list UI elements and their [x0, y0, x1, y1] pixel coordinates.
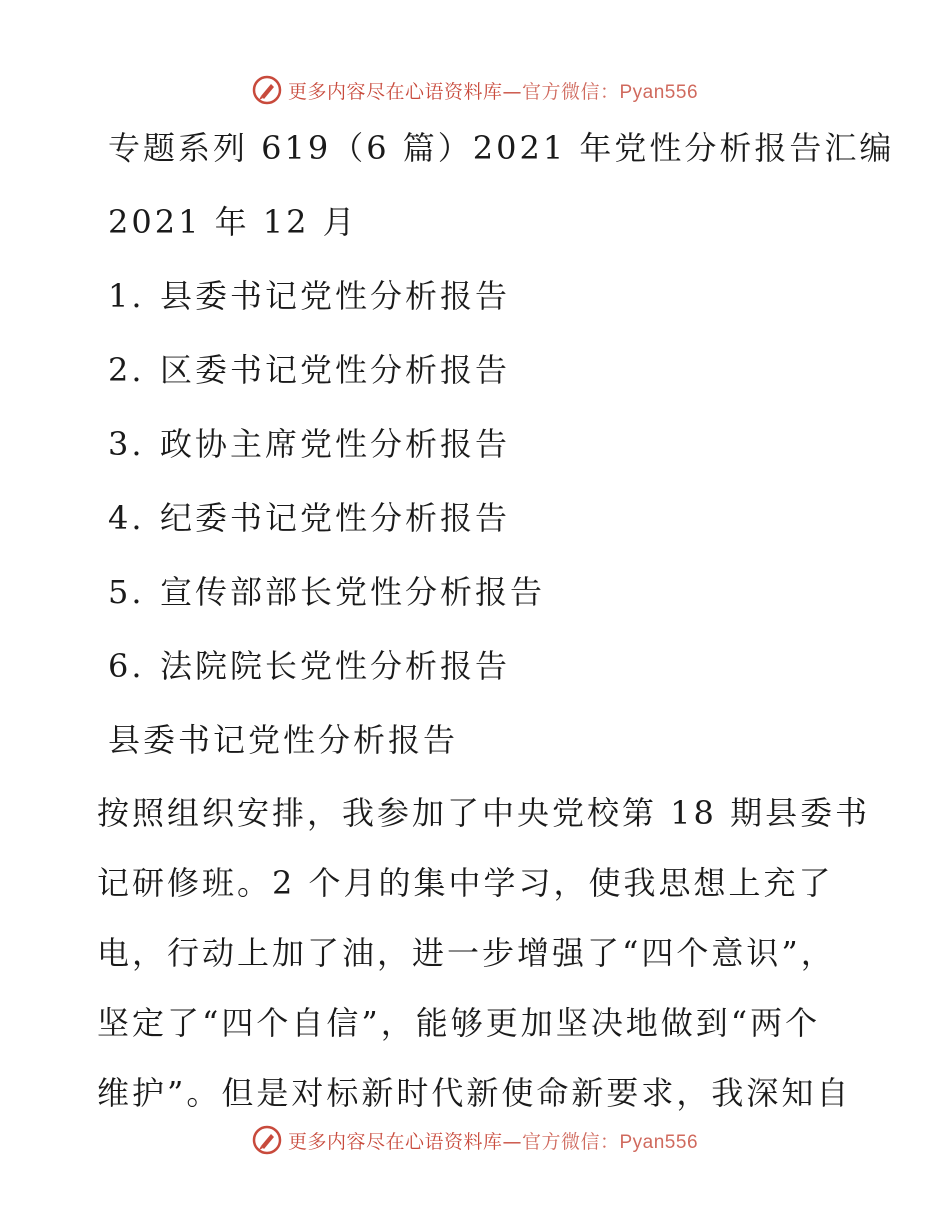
toc-item [108, 276, 510, 316]
toc-item-number: 6. [108, 647, 145, 685]
toc-item [108, 424, 510, 464]
document-title: 专题系列 619（6 篇）2021 年党性分析报告汇编 [108, 129, 895, 167]
header-watermark-banner [0, 70, 950, 110]
toc-item-number: 5. [108, 573, 145, 611]
paragraph-line: 维护”。但是对标新时代新使命新要求，我深知自 [97, 1074, 852, 1112]
toc-item-label: 县委书记党性分析报告 [160, 277, 511, 315]
banner-text: 更多内容尽在心语资料库— [287, 80, 522, 103]
toc-item-label: 政协主席党性分析报告 [160, 425, 511, 463]
toc-item-label: 宣传部部长党性分析报告 [160, 573, 546, 611]
banner-wechat: 官方微信：Pyan556 [522, 1131, 699, 1153]
toc-item-number: 2. [108, 351, 145, 389]
paragraph-line: 电，行动上加了油，进一步增强了“四个意识”， [97, 934, 836, 972]
paragraph-line: 坚定了“四个自信”，能够更加坚决地做到“两个 [97, 1004, 821, 1042]
toc-item-number: 4. [108, 499, 145, 537]
toc-item-number: 3. [108, 425, 145, 463]
toc-item [108, 350, 510, 390]
body-paragraph [97, 793, 871, 1143]
document-date: 2021 年 12 月 [108, 203, 358, 241]
toc-item [108, 498, 510, 538]
toc-item-label: 法院院长党性分析报告 [160, 647, 511, 685]
toc-item-number: 1. [108, 277, 145, 315]
banner-wechat: 官方微信：Pyan556 [522, 81, 699, 103]
section-title: 县委书记党性分析报告 [108, 721, 459, 759]
paragraph-line: 记研修班。2 个月的集中学习，使我思想上充了 [97, 864, 834, 902]
toc-item-label: 区委书记党性分析报告 [160, 351, 511, 389]
toc-item-label: 纪委书记党性分析报告 [160, 499, 511, 537]
pen-logo-icon [252, 75, 282, 105]
pen-logo-icon [252, 1125, 282, 1155]
paragraph-line: 按照组织安排，我参加了中央党校第 18 期县委书 [97, 794, 871, 832]
banner-text: 更多内容尽在心语资料库— [287, 1130, 522, 1153]
toc-item [108, 646, 510, 686]
toc-item [108, 572, 545, 612]
footer-watermark-banner [0, 1120, 950, 1160]
